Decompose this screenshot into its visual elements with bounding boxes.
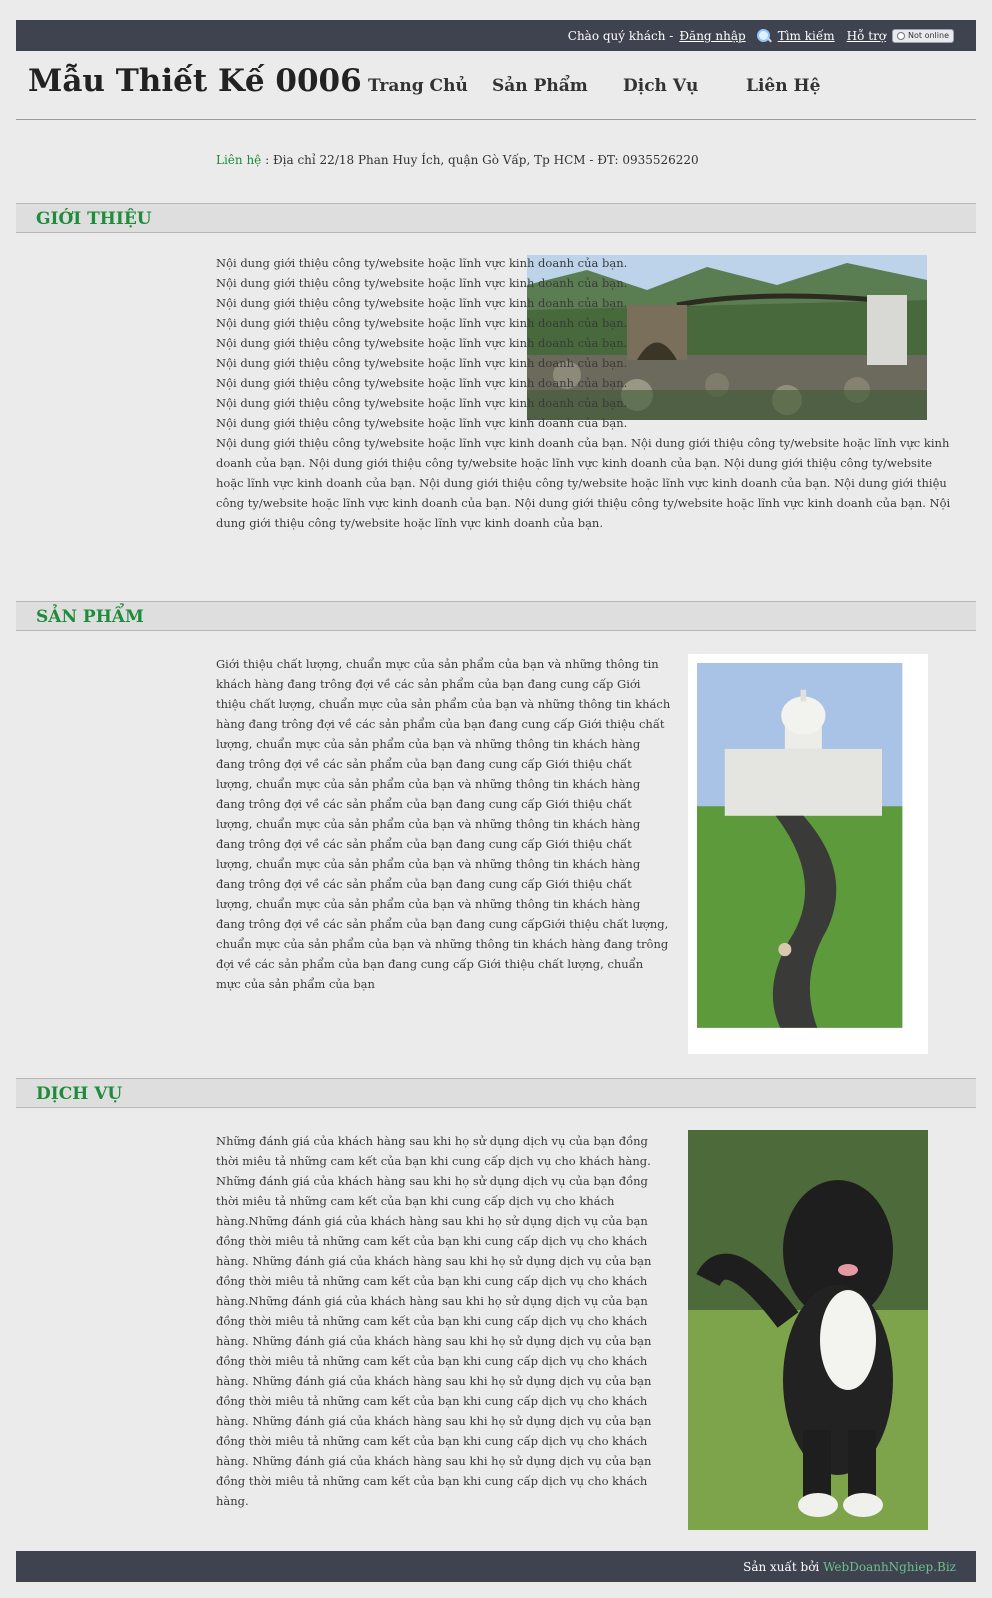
header-divider xyxy=(16,119,976,120)
nav-item-contact[interactable]: Liên Hệ xyxy=(746,76,821,96)
products-paragraph: Giới thiệu chất lượng, chuẩn mực của sản phẩm của bạn và những thông tin khách hàng đang trông đợi về các sản phẩm của bạn đang cung cấp Giới thiệu chất lượng, chuẩn mực của sản phẩm của bạn và những thông tin khách hàng đang trông đợi về các sản phẩm của bạn đang cung cấp Giới thiệu chất lượng, chuẩn mực của sản phẩm của bạn và những thông tin khách hàng đang trông đợi về các sản phẩm của bạn đang cung cấp Giới thiệu chất lượng, chuẩn mực của sản phẩm của bạn và những thông tin khách hàng đang trông đợi về các sản phẩm của bạn đang cung cấp Giới thiệu chất lượng, chuẩn mực của sản phẩm của bạn và những thông tin khách hàng đang trông đợi về các sản phẩm của bạn đang cung cấp Giới thiệu chất lượng, chuẩn mực của sản phẩm của bạn và những thông tin khách hàng đang trông đợi về các sản phẩm của bạn đang cung cấp Giới thiệu chất lượng, chuẩn mực của sản phẩm của bạn và những thông tin khách hàng đang trông đợi về các sản phẩm của bạn đang cung cấpGiới thiệu chất lượng, chuẩn mực của sản phẩm của bạn và những thông tin khách hàng đang trông đợi về các sản phẩm của bạn đang cung cấp Giới thiệu chất lượng, chuẩn mực của sản phẩm của bạn xyxy=(216,657,671,991)
section-title-about: GIỚI THIỆU xyxy=(36,209,152,229)
dog-image xyxy=(688,1130,928,1530)
services-paragraph: Những đánh giá của khách hàng sau khi họ sử dụng dịch vụ của bạn đồng thời miêu tả những cam kết của bạn khi cung cấp dịch vụ cho khách hàng. Những đánh giá của khách hàng sau khi họ sử dụng dịch vụ của bạn đồng thời miêu tả những cam kết của bạn khi cung cấp dịch vụ cho khách hàng.Những đánh giá của khách hàng sau khi họ sử dụng dịch vụ của bạn đồng thời miêu tả những cam kết của bạn khi cung cấp dịch vụ cho khách hàng. Những đánh giá của khách hàng sau khi họ sử dụng dịch vụ của bạn đồng thời miêu tả những cam kết của bạn khi cung cấp dịch vụ cho khách hàng.Những đánh giá của khách hàng sau khi họ sử dụng dịch vụ của bạn đồng thời miêu tả những cam kết của bạn khi cung cấp dịch vụ cho khách hàng. Những đánh giá của khách hàng sau khi họ sử dụng dịch vụ của bạn đồng thời miêu tả những cam kết của bạn khi cung cấp dịch vụ cho khách hàng. Những đánh giá của khách hàng sau khi họ sử dụng dịch vụ của bạn đồng thời miêu tả những cam kết của bạn khi cung cấp dịch vụ cho khách hàng. Những đánh giá của khách hàng sau khi họ sử dụng dịch vụ của bạn đồng thời miêu tả những cam kết của bạn khi cung cấp dịch vụ cho khách hàng. Những đánh giá của khách hàng sau khi họ sử dụng dịch vụ của bạn đồng thời miêu tả những cam kết của bạn khi cung cấp dịch vụ cho khách hàng. xyxy=(216,1134,652,1508)
footer-prefix: Sản xuất bởi xyxy=(743,1560,824,1574)
section-title-products: SẢN PHẨM xyxy=(36,607,144,627)
site-logo[interactable]: Mẫu Thiết Kế 0006 xyxy=(28,63,362,99)
about-paragraph xyxy=(216,253,956,533)
top-bar-links xyxy=(568,28,954,44)
contact-text: : Địa chỉ 22/18 Phan Huy Ích, quận Gò Vấp, Tp HCM - ĐT: 0935526220 xyxy=(261,153,699,167)
contact-label: Liên hệ xyxy=(216,153,262,167)
status-icon xyxy=(897,32,905,40)
status-label: Not online xyxy=(908,31,949,40)
section-header-about xyxy=(16,203,976,233)
login-link[interactable]: Đăng nhập xyxy=(679,29,746,43)
contact-line xyxy=(216,153,699,167)
top-bar xyxy=(16,20,976,51)
footer-bar xyxy=(16,1551,976,1582)
section-header-services xyxy=(16,1078,976,1108)
search-link[interactable]: Tìm kiếm xyxy=(777,29,835,43)
nav-item-products[interactable]: Sản Phẩm xyxy=(492,76,588,96)
nav-item-home[interactable]: Trang Chủ xyxy=(368,76,468,96)
section-title-services: DỊCH VỤ xyxy=(36,1084,123,1104)
greeting-text: Chào quý khách - xyxy=(567,29,674,43)
search-icon[interactable] xyxy=(756,28,772,44)
online-status-badge[interactable] xyxy=(892,29,954,43)
about-image-spacer xyxy=(646,253,956,423)
about-text: Nội dung giới thiệu công ty/website hoặc lĩnh vực kinh doanh của bạn. Nội dung giới thiệu công ty/website hoặc lĩnh vực kinh doanh của bạn. Nội dung giới thiệu công ty/website hoặc lĩnh vực kinh doanh của bạn. Nội dung giới thiệu công ty/website hoặc lĩnh vực kinh doanh của bạn. Nội dung giới thiệu công ty/website hoặc lĩnh vực kinh doanh của bạn. Nội dung giới thiệu công ty/website hoặc lĩnh vực kinh doanh của bạn. Nội dung giới thiệu công ty/website hoặc lĩnh vực kinh doanh của bạn. Nội dung giới thiệu công ty/website hoặc lĩnh vực kinh doanh của bạn. Nội dung giới thiệu công ty/website hoặc lĩnh vực kinh doanh của bạn. Nội dung giới thiệu công ty/website hoặc lĩnh vực kinh doanh của bạn. Nội dung giới thiệu công ty/website hoặc lĩnh vực kinh doanh của bạn. Nội dung giới thiệu công ty/website hoặc lĩnh vực kinh doanh của bạn. Nội dung giới thiệu công ty/website hoặc lĩnh vực kinh doanh của bạn. Nội dung giới thiệu công ty/website hoặc lĩnh vực kinh doanh của bạn. Nội dung giới thiệu công ty/website hoặc lĩnh vực kinh doanh của bạn. Nội dung giới thiệu công ty/website hoặc lĩnh vực kinh doanh của bạn. Nội dung giới thiệu công ty/website hoặc lĩnh vực kinh doanh của bạn. xyxy=(216,256,951,530)
section-header-products xyxy=(16,601,976,631)
footer-credit xyxy=(743,1560,956,1574)
support-link[interactable]: Hỗ trợ xyxy=(846,29,887,43)
footer-brand-link[interactable]: WebDoanhNghiep.Biz xyxy=(823,1560,956,1574)
capitol-image-frame xyxy=(688,654,928,1054)
nav-item-services[interactable]: Dịch Vụ xyxy=(623,76,699,96)
